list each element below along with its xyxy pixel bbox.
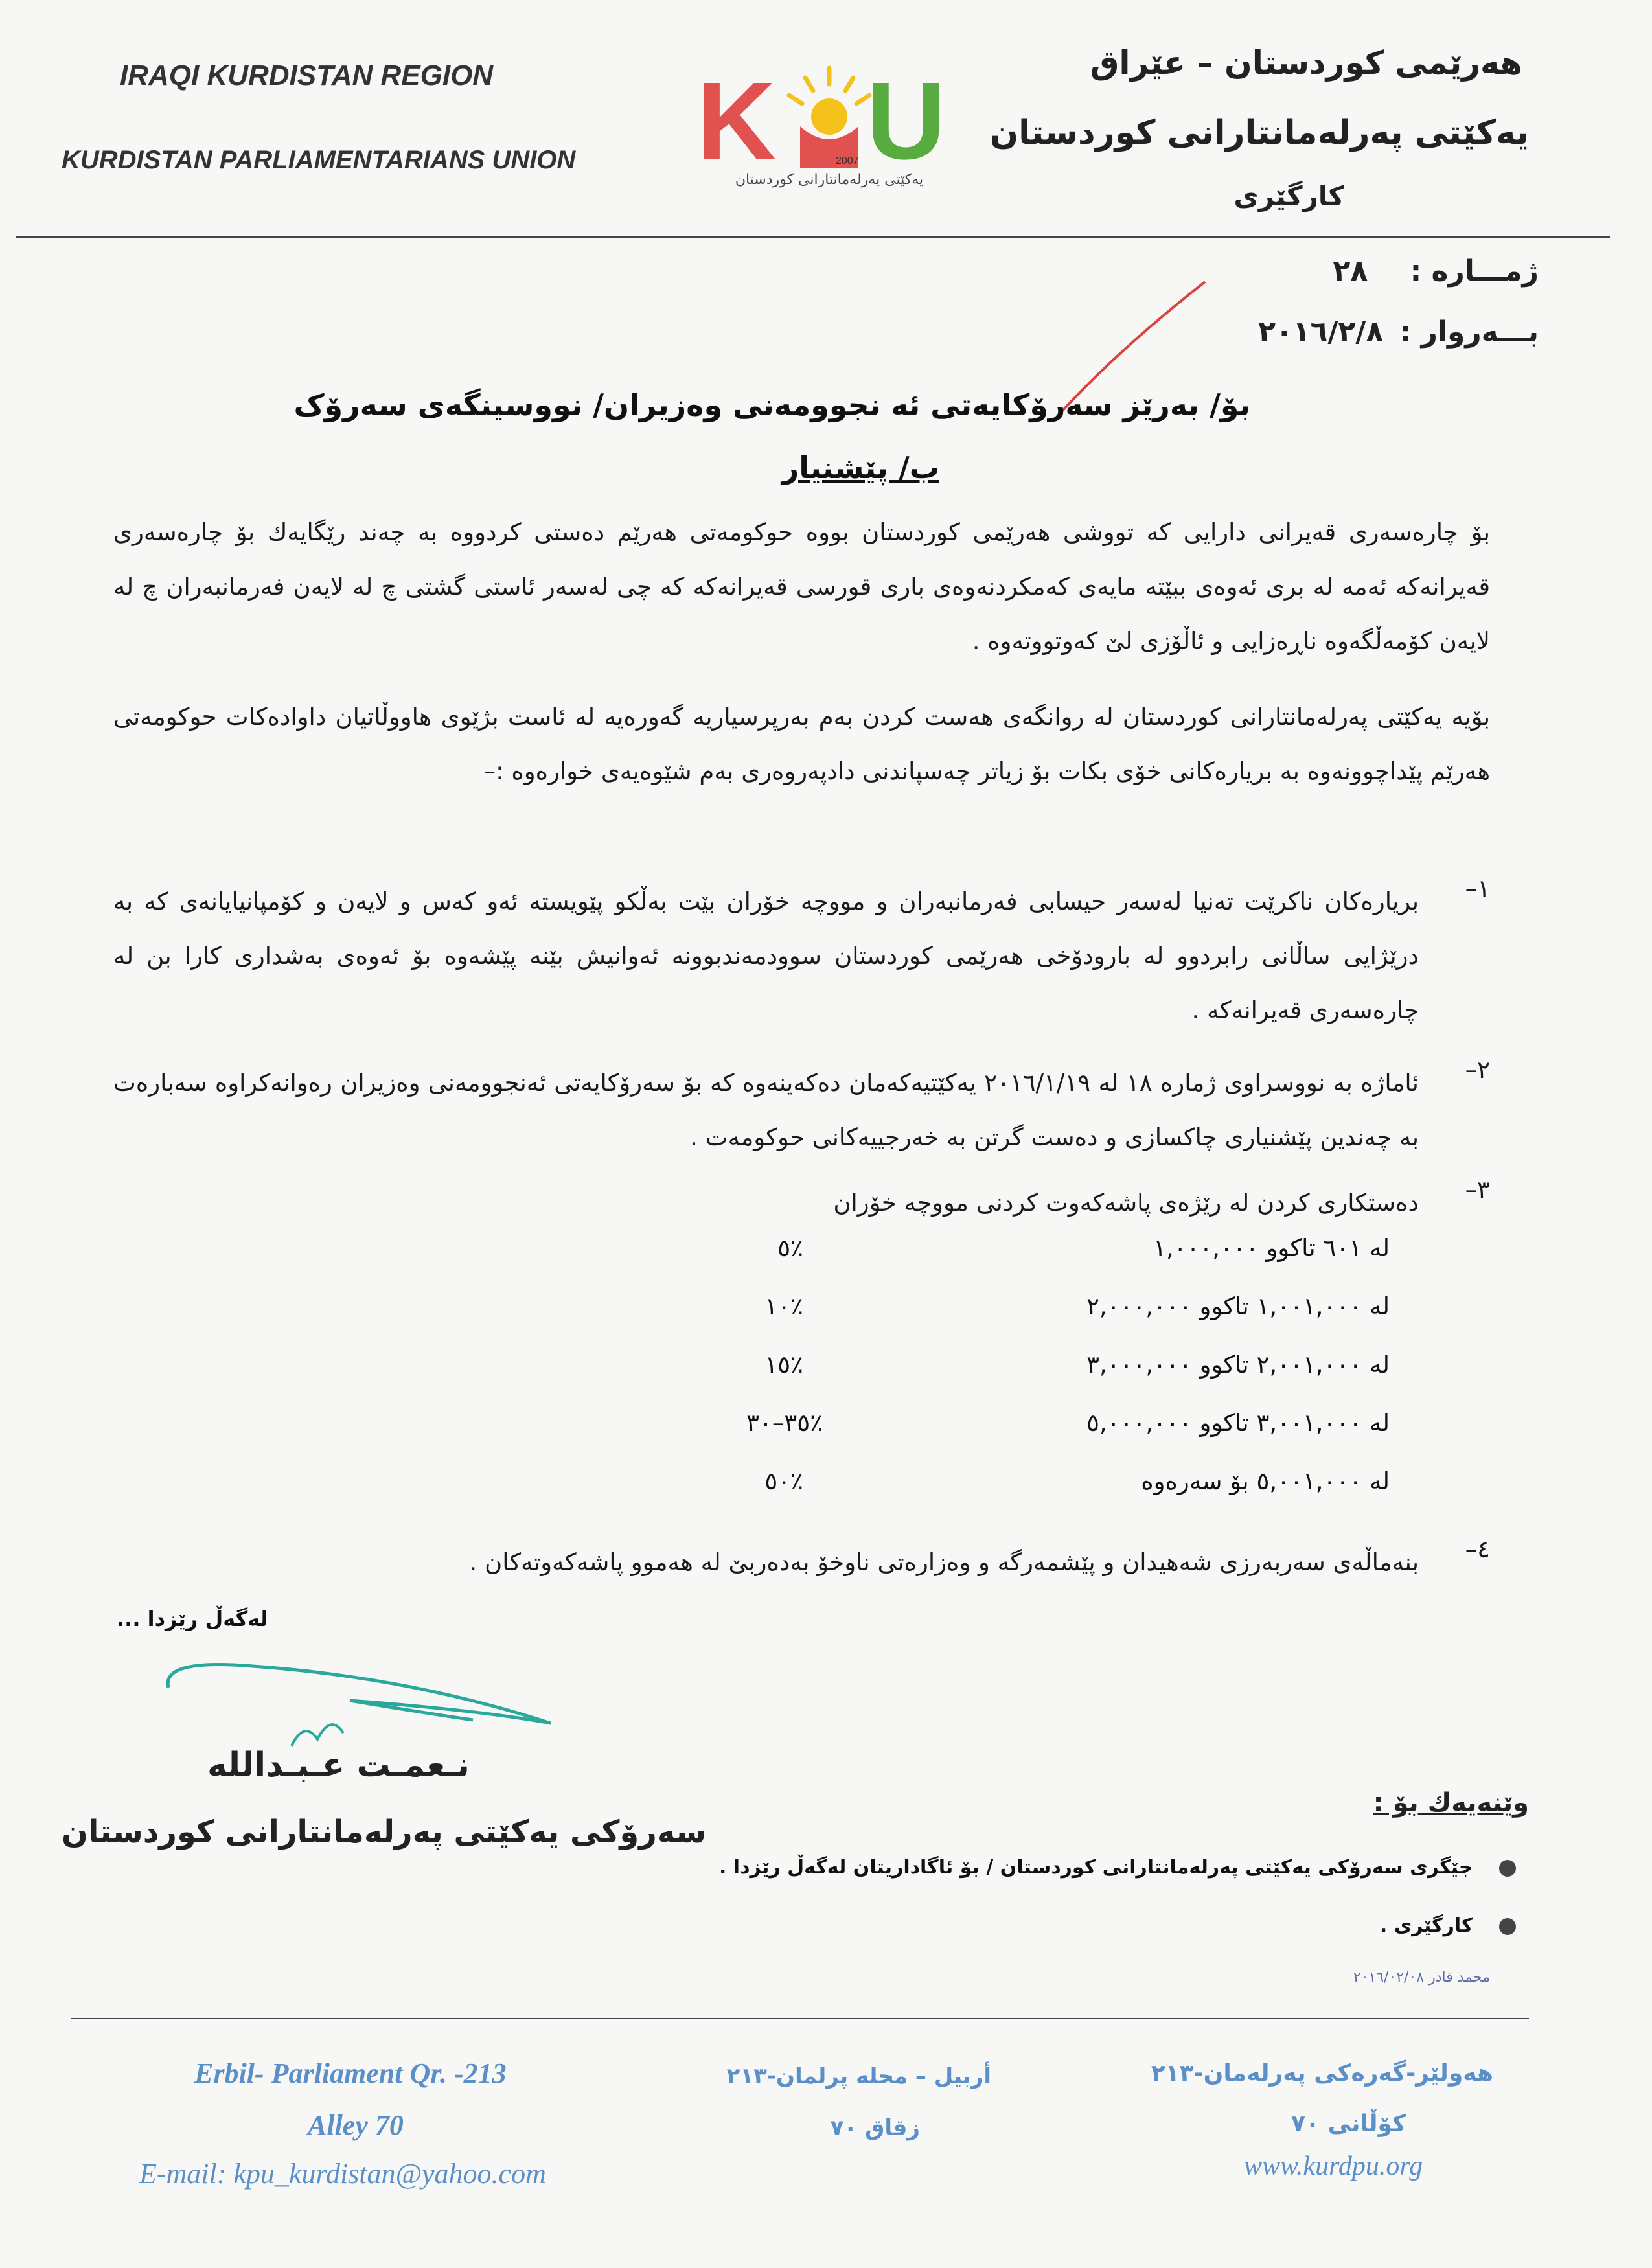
typist-ref: محمد قادر ٢٠١٦/٠٢/٠٨	[1353, 1969, 1490, 1986]
footer-website[interactable]: www.kurdpu.org	[1244, 2151, 1423, 2181]
footer-en-address: Erbil- Parliament Qr. -213	[194, 2057, 507, 2089]
paragraph-1: بۆ چارەسەری قەیرانی دارایی کە تووشی هەرێمی کوردستان بووە حوکومەتی هەرێم دەستی کردووە بە چەند رێگایەك بۆ چارەسەری قەیرانەکە ئەمە لە بری ئەوەی ببێتە مایەی کەمکردنەوەی باری قورسی قەیرانەکە کە چی لەسەر ئاستی گشتی چ لە لایەن فەرمانبەران چ لە لایەن کۆمەڵگەوە ناڕەزایی و ئاڵۆزی لێ کەوتووتەوە .	[113, 518, 1490, 655]
paragraph-2: بۆیە یەکێتی پەرلەمانتارانی کوردستان لە روانگەی هەست کردن بەم بەرپرسیاریە گەورەیە لە ئاست بژێوی هاووڵاتیان داوادەکات حوکومەتی هەرێم پێداچوونەوە بە بریارەکانی خۆی بکات بۆ زیاتر چەسپاندنی دادپەروەری بەم شێوەیەی خوارەوە :–	[113, 703, 1490, 785]
cc-item-text: کارگێری .	[1379, 1914, 1473, 1937]
header-ku-admin: کارگێری	[1233, 180, 1344, 212]
item-2	[113, 1056, 1490, 1165]
salary-pct: ٪٥٠	[764, 1467, 803, 1495]
salary-row: لە ٢,٠٠١,٠٠٠ تاکوو ٣,٠٠٠,٠٠٠	[1086, 1351, 1390, 1379]
item-3	[113, 1176, 1490, 1230]
footer-divider	[71, 2018, 1529, 2019]
item-3-num: ٣–	[1465, 1176, 1490, 1204]
cc-heading: وێنەیەك بۆ :	[1373, 1788, 1529, 1818]
cc-item	[1380, 1914, 1516, 1937]
item-4-text: بنەماڵەی سەربەرزی شەهیدان و پێشمەرگە و وەزارەتی ناوخۆ بەدەربێ لە هەموو پاشەکەوتەکان .	[469, 1548, 1419, 1576]
date-value: ٢٠١٦/٢/٨	[1258, 315, 1384, 349]
header-ku-region: هەرێمی کوردستان – عێراق	[1090, 44, 1522, 82]
header-divider	[16, 236, 1610, 238]
cc-item	[719, 1856, 1516, 1879]
footer-ar-address: أربيل – محلە پرلمان-٢١٣	[726, 2063, 991, 2089]
footer-en-alley: Alley 70	[308, 2109, 404, 2141]
footer-ku-alley: کۆڵانی ٧٠	[1291, 2111, 1406, 2137]
bullet-icon	[1499, 1918, 1516, 1935]
number-label: ژمـــاره :	[1410, 255, 1539, 288]
salary-row: لە ٦٠١ تاکوو ١,٠٠٠,٠٠٠	[1153, 1234, 1390, 1262]
item-1-text: بریارەکان ناکرێت تەنیا لەسەر حیسابی فەرمانبەران و مووچە خۆران بێت بەڵکو پێویستە ئەو کەس و لایەن و کۆمپانیایانەی کە بە درێژایی ساڵانی رابردوو لە بارودۆخی هەرێمی کوردستان سوودمەندبوونە ئەوانیش بێنە پێشەوە بۆ ئەوەی بەشداری کارا بن لە چارەسەری قەیرانەکە .	[113, 888, 1419, 1024]
bullet-icon	[1499, 1860, 1516, 1877]
item-4-num: ٤–	[1465, 1535, 1490, 1563]
signatory-title: سەرۆکی یەکێتی پەرلەمانتارانی کوردستان	[62, 1814, 707, 1850]
date-label: بـــەروار :	[1399, 315, 1539, 349]
salary-row: لە ٣,٠٠١,٠٠٠ تاکوو ٥,٠٠٠,٠٠٠	[1086, 1409, 1390, 1437]
salary-row: لە ١,٠٠١,٠٠٠ تاکوو ٢,٠٠٠,٠٠٠	[1086, 1292, 1390, 1320]
footer-ar-alley: زقاق ٧٠	[830, 2115, 920, 2141]
header-en-region: IRAQI KURDISTAN REGION	[120, 60, 494, 91]
letter-number	[1333, 255, 1539, 288]
item-1-num: ١–	[1465, 875, 1490, 902]
item-2-num: ٢–	[1465, 1056, 1490, 1084]
svg-text:K: K	[696, 60, 776, 183]
item-1	[113, 875, 1490, 1038]
item-2-text: ئاماژە بە نووسراوی ژمارە ١٨ لە ٢٠١٦/١/١٩ یەکێتیەکەمان دەکەینەوە کە بۆ سەرۆکایەتی ئەنجوومەنی وەزیران رەوانەکراوە سەبارەت بە چەندین پێشنیاری چاکسازی و دەست گرتن بە خەرجییەکانی حوکومەت .	[113, 1069, 1419, 1151]
handwritten-signature	[155, 1649, 570, 1759]
item-4	[113, 1535, 1490, 1590]
salary-pct: ٪١٠	[764, 1292, 803, 1320]
svg-text:U: U	[866, 60, 946, 183]
logo-subtitle: یەکێتی پەرلەمانتارانی کوردستان	[735, 172, 924, 188]
item-3-text: دەستکاری کردن لە رێژەی پاشەکەوت کردنی مووچە خۆران	[833, 1189, 1419, 1217]
letter-date	[1258, 315, 1539, 349]
number-value: ٢٨	[1333, 255, 1368, 288]
footer-email: E-mail: kpu_kurdistan@yahoo.com	[139, 2158, 546, 2190]
signatory-name: نـعمـت عـبـدالله	[207, 1746, 470, 1785]
letter-addressee: بۆ/ بەرێز سەرۆکایەتی ئە نجوومەنی وەزیران/ نووسینگەی سەرۆک	[293, 387, 1250, 422]
salary-pct: ٪١٥	[764, 1351, 803, 1379]
header-ku-union: یەکێتی پەرلەمانتارانی کوردستان	[989, 113, 1529, 152]
header-en-union: KURDISTAN PARLIAMENTARIANS UNION	[62, 146, 576, 174]
salary-row: لە ٥,٠٠١,٠٠٠ بۆ سەرەوە	[1141, 1467, 1390, 1495]
svg-text:2007: 2007	[836, 155, 859, 166]
salary-pct: ٪٣٥–٣٠	[746, 1409, 823, 1437]
cc-item-text: جێگری سەرۆکی یەکێتی پەرلەمانتارانی کوردستان / بۆ ئاگاداریتان لەگەڵ رێزدا .	[718, 1856, 1473, 1879]
footer-ku-address: هەولێر-گەرەکی پەرلەمان-٢١٣	[1151, 2060, 1493, 2087]
closing-regards: لەگەڵ رێزدا ...	[117, 1607, 268, 1631]
letter-subject: ب/ پێشنیار	[781, 450, 939, 485]
salary-pct: ٪٥	[777, 1234, 803, 1262]
